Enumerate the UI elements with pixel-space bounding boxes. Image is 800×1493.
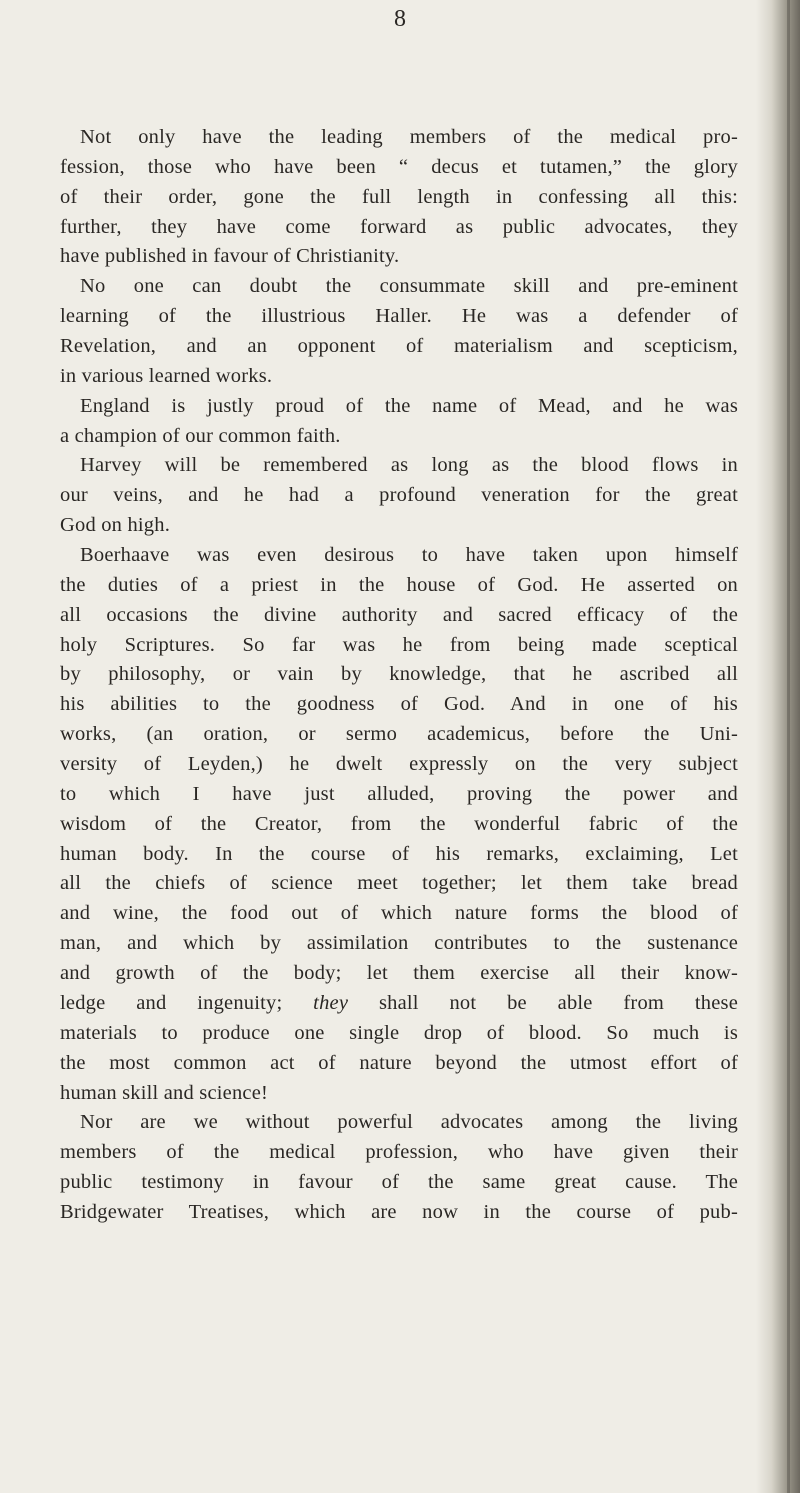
text-line: Harvey will be remembered as long as the blood flows in <box>80 454 738 477</box>
italic-text: they <box>313 991 349 1014</box>
text-line: No one can doubt the consummate skill and pre-eminent <box>80 275 738 298</box>
text-line <box>60 989 738 1019</box>
paragraph <box>60 541 738 1108</box>
text-line: Bridgewater Treatises, which are now in the course of pub- <box>60 1200 738 1223</box>
text-segment: shall not be able from these <box>348 991 738 1014</box>
text-line: wisdom of the Creator, from the wonderful fabric of the <box>60 812 738 835</box>
text-line: our veins, and he had a profound veneration for the great <box>60 484 738 507</box>
body-text <box>60 123 738 1228</box>
text-line: his abilities to the goodness of God. And in one of his <box>60 693 738 716</box>
text-line: public testimony in favour of the same great cause. The <box>60 1171 738 1194</box>
text-line: fession, those who have been “ decus et tutamen,” the glory <box>60 155 738 178</box>
text-line: have published in favour of Christianity. <box>60 245 400 268</box>
text-line: Boerhaave was even desirous to have taken upon himself <box>80 544 738 567</box>
paragraph <box>60 451 738 541</box>
text-line: Not only have the leading members of the medical pro- <box>80 126 738 148</box>
text-line: human skill and science! <box>60 1081 269 1104</box>
text-line: works, (an oration, or sermo academicus, before the Uni- <box>60 723 738 746</box>
text-line: further, they have come forward as public advocates, they <box>60 215 738 238</box>
text-line: of their order, gone the full length in confessing all this: <box>60 185 738 208</box>
text-line: man, and which by assimilation contributes to the sustenance <box>60 932 738 955</box>
text-line: a champion of our common faith. <box>60 424 341 447</box>
text-line: and wine, the food out of which nature forms the blood of <box>60 902 738 925</box>
text-line: learning of the illustrious Haller. He was a defender of <box>60 305 738 328</box>
text-line: Revelation, and an opponent of materialism and scepticism, <box>60 335 738 358</box>
paragraph <box>60 272 738 391</box>
text-line: materials to produce one single drop of blood. So much is <box>60 1021 738 1044</box>
text-line: versity of Leyden,) he dwelt expressly on the very subject <box>60 753 738 776</box>
text-line: all occasions the divine authority and sacred efficacy of the <box>60 603 738 626</box>
text-line: in various learned works. <box>60 364 273 387</box>
text-line: by philosophy, or vain by knowledge, that he ascribed all <box>60 663 738 686</box>
text-line: England is justly proud of the name of Mead, and he was <box>80 394 738 417</box>
text-segment: ledge and ingenuity; <box>60 991 314 1014</box>
text-line: human body. In the course of his remarks, exclaiming, Let <box>60 842 738 865</box>
text-line: God on high. <box>60 514 171 537</box>
text-line: members of the medical profession, who have given their <box>60 1141 738 1164</box>
text-line: holy Scriptures. So far was he from being made sceptical <box>60 633 738 656</box>
text-line: the most common act of nature beyond the utmost effort of <box>60 1051 738 1074</box>
paragraph <box>60 1108 738 1227</box>
paragraph <box>60 392 738 452</box>
paragraph <box>60 123 738 272</box>
page-number: 8 <box>394 6 406 32</box>
text-line: and growth of the body; let them exercise all their know- <box>60 962 738 985</box>
text-line: all the chiefs of science meet together; let them take bread <box>60 872 738 895</box>
text-line: the duties of a priest in the house of God. He asserted on <box>60 573 738 596</box>
binding-shadow <box>756 0 800 1493</box>
page-edge <box>787 0 790 1493</box>
text-line: Nor are we without powerful advocates among the living <box>80 1111 738 1134</box>
text-line: to which I have just alluded, proving the power and <box>60 782 738 805</box>
